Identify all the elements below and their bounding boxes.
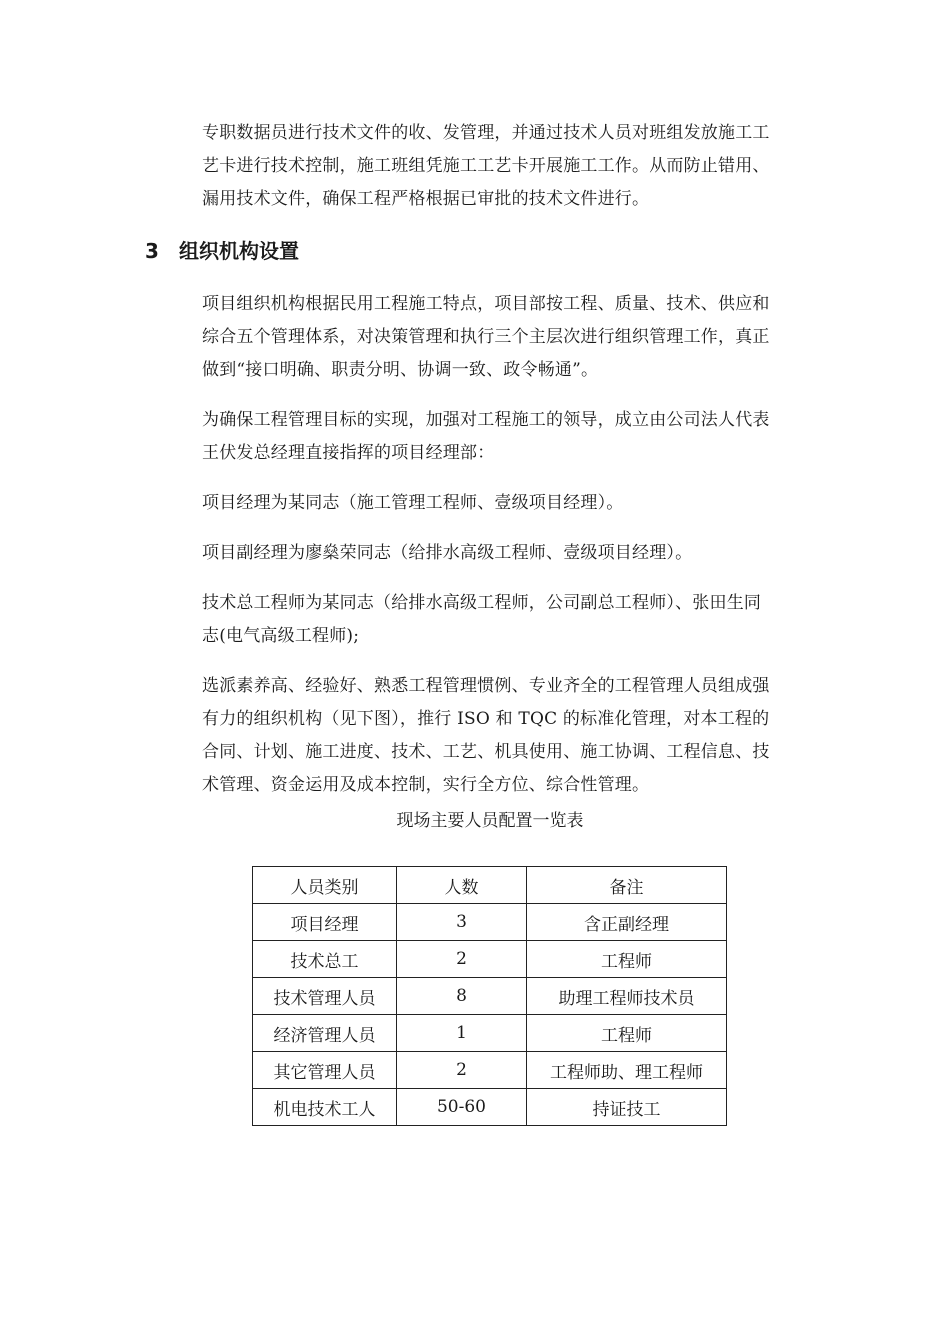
text-line: 做到“接口明确、职责分明、协调一致、政令畅通”。 (202, 360, 599, 380)
table-cell: 其它管理人员 (253, 1052, 397, 1089)
text-line: 漏用技术文件，确保工程严格根据已审批的技术文件进行。 (202, 189, 650, 209)
table-row (253, 978, 727, 1015)
table-cell: 工程师 (527, 1015, 727, 1052)
section-heading (145, 236, 299, 266)
paragraph-project-manager (202, 487, 842, 520)
table-caption: 现场主要人员配置一览表 (396, 811, 584, 831)
table-cell: 技术总工 (253, 941, 397, 978)
text-line: 专职数据员进行技术文件的收、发管理，并通过技术人员对班组发放施工工 (202, 123, 770, 143)
table-cell: 2 (397, 1052, 527, 1089)
text-line: 项目副经理为廖燊荣同志（给排水高级工程师、壹级项目经理）。 (202, 543, 693, 563)
staff-table (252, 866, 727, 1126)
text-line: 术管理、资金运用及成本控制，实行全方位、综合性管理。 (202, 775, 650, 795)
table-cell: 机电技术工人 (253, 1089, 397, 1126)
text-line: 合同、计划、施工进度、技术、工艺、机具使用、施工协调、工程信息、技 (202, 742, 770, 762)
table-cell: 1 (397, 1015, 527, 1052)
table-cell: 持证技工 (527, 1089, 727, 1126)
section-number: 3 (145, 239, 159, 263)
table-cell: 经济管理人员 (253, 1015, 397, 1052)
table-cell: 技术管理人员 (253, 978, 397, 1015)
paragraph-chief-engineer (202, 587, 842, 653)
paragraph-deputy-manager (202, 537, 842, 570)
table-cell: 助理工程师技术员 (527, 978, 727, 1015)
table-row (253, 1052, 727, 1089)
header-cell: 备注 (527, 867, 727, 904)
header-cell: 人员类别 (253, 867, 397, 904)
text-line: 技术总工程师为某同志（给排水高级工程师，公司副总工程师）、张田生同 (202, 593, 762, 613)
table-cell: 8 (397, 978, 527, 1015)
table-row (253, 941, 727, 978)
table-cell: 项目经理 (253, 904, 397, 941)
text-line: 为确保工程管理目标的实现，加强对工程施工的领导，成立由公司法人代表 (202, 410, 770, 430)
table-row (253, 904, 727, 941)
paragraph-management-staff (202, 670, 842, 802)
text-line: 项目组织机构根据民用工程施工特点，项目部按工程、质量、技术、供应和 (202, 294, 770, 314)
paragraph-management-goal (202, 404, 842, 470)
text-line: 王伏发总经理直接指挥的项目经理部： (202, 443, 495, 463)
table-cell: 50-60 (397, 1089, 527, 1126)
text-line: 综合五个管理体系，对决策管理和执行三个主层次进行组织管理工作，真正 (202, 327, 770, 347)
paragraph-organization (202, 288, 842, 387)
table-cell: 工程师助、理工程师 (527, 1052, 727, 1089)
table-row (253, 1089, 727, 1126)
table-cell: 含正副经理 (527, 904, 727, 941)
text-line: 有力的组织机构（见下图），推行 ISO 和 TQC 的标准化管理，对本工程的 (202, 709, 770, 729)
table-cell: 2 (397, 941, 527, 978)
table-header-row (253, 867, 727, 904)
table-cell: 工程师 (527, 941, 727, 978)
header-cell: 人数 (397, 867, 527, 904)
text-line: 艺卡进行技术控制，施工班组凭施工工艺卡开展施工工作。从而防止错用、 (202, 156, 770, 176)
section-title: 组织机构设置 (179, 239, 299, 263)
text-line: 选派素养高、经验好、熟悉工程管理惯例、专业齐全的工程管理人员组成强 (202, 676, 770, 696)
intro-paragraph (202, 117, 842, 216)
table-cell: 3 (397, 904, 527, 941)
text-line: 项目经理为某同志（施工管理工程师、壹级项目经理）。 (202, 493, 624, 513)
table-row (253, 1015, 727, 1052)
text-line: 志(电气高级工程师); (202, 626, 360, 646)
